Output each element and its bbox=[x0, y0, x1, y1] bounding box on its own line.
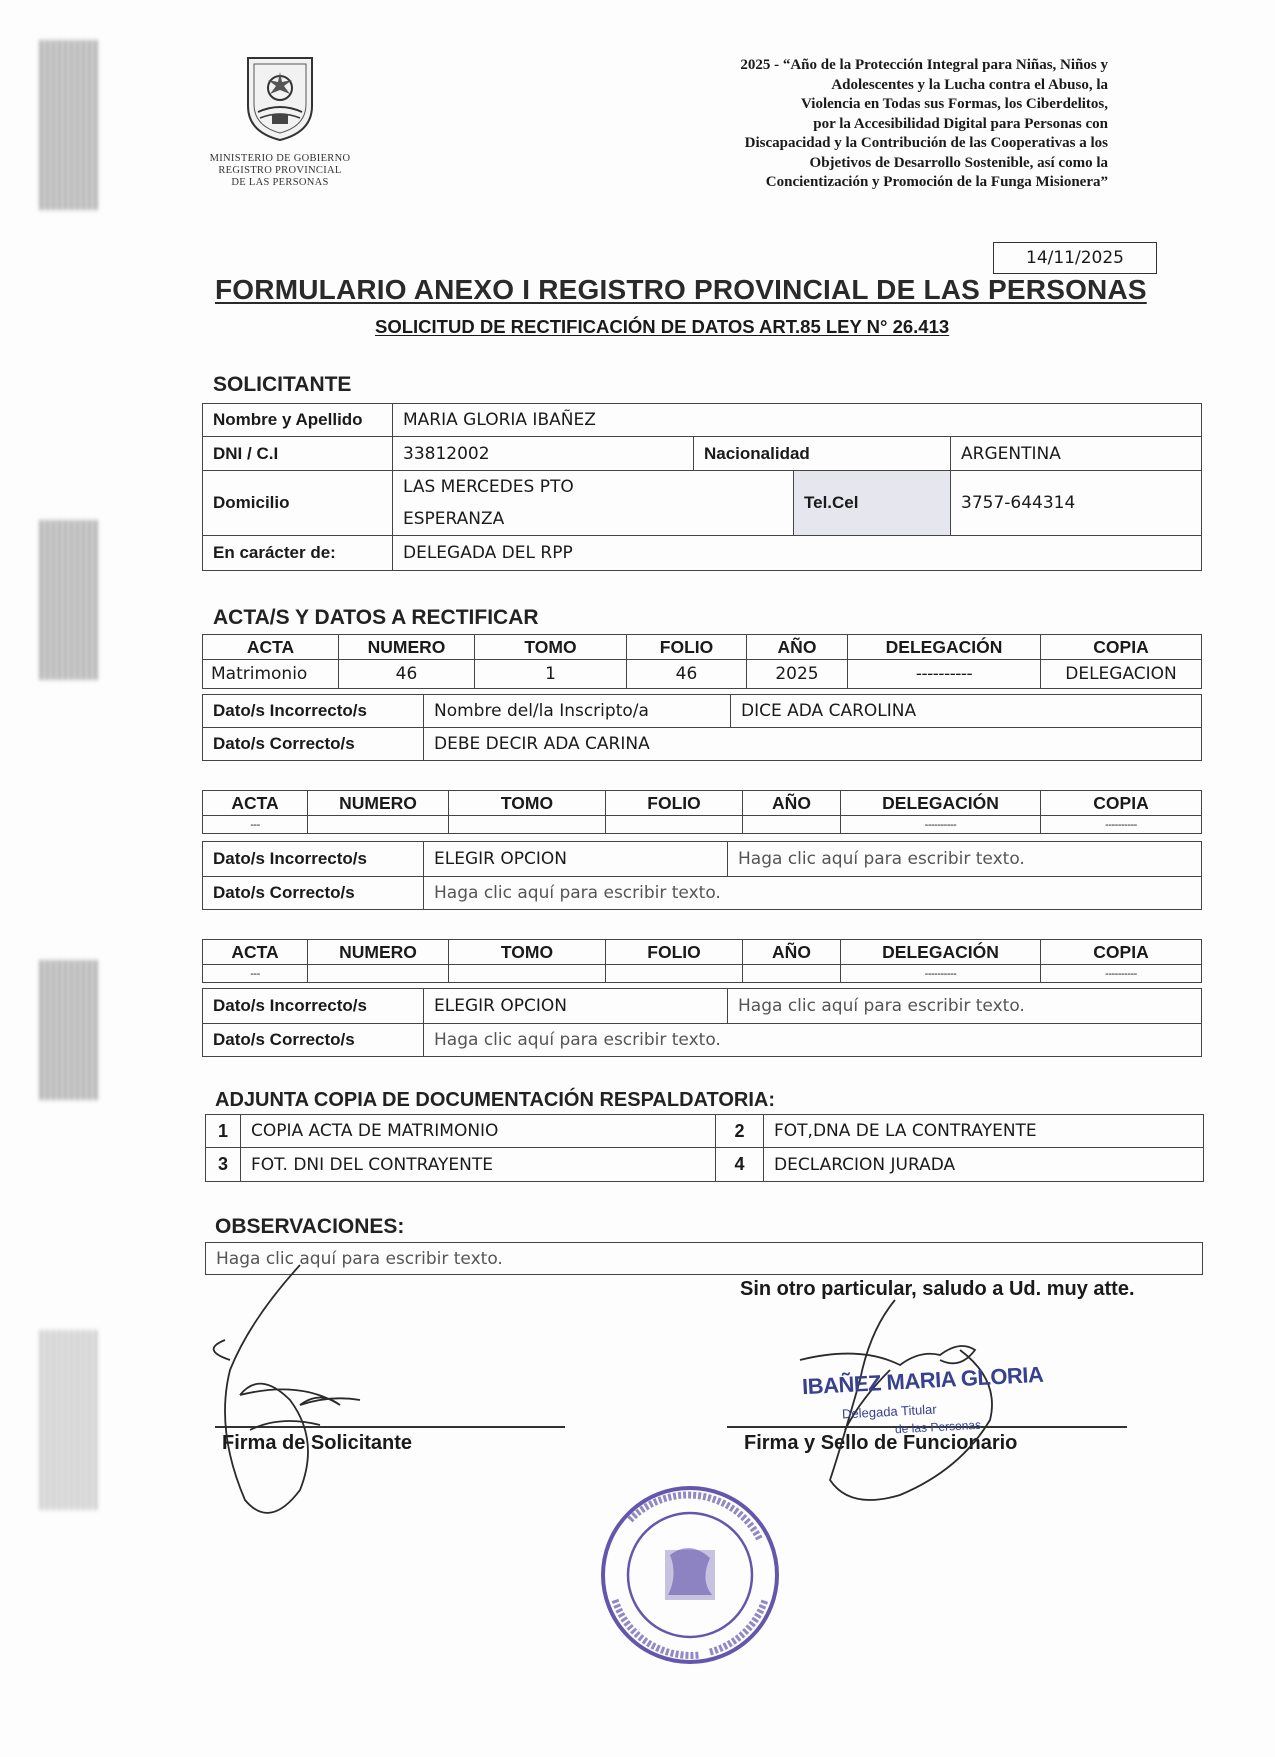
acta-numero-field[interactable]: 46 bbox=[339, 660, 475, 689]
nacionalidad-field[interactable]: ARGENTINA bbox=[951, 437, 1202, 471]
acta-datos-3 bbox=[202, 988, 1202, 1057]
doc-item-2[interactable]: FOT,DNA DE LA CONTRAYENTE bbox=[764, 1115, 1204, 1148]
col-header-tomo: TOMO bbox=[449, 940, 606, 965]
acta-anio-field[interactable] bbox=[743, 965, 841, 983]
domicilio-field[interactable] bbox=[393, 471, 794, 536]
acta-tipo-field[interactable]: --- bbox=[203, 816, 308, 834]
col-header-delegacion: DELEGACIÓN bbox=[841, 940, 1041, 965]
acta-datos-2 bbox=[202, 841, 1202, 910]
incorrecto-valor-field[interactable]: Haga clic aquí para escribir texto. bbox=[728, 842, 1202, 877]
form-title: FORMULARIO ANEXO I REGISTRO PROVINCIAL DE LAS PERSONAS bbox=[215, 274, 1147, 305]
incorrecto-label: Dato/s Incorrecto/s bbox=[203, 842, 424, 877]
acta-tomo-field[interactable]: 1 bbox=[475, 660, 627, 689]
col-header-anio: AÑO bbox=[743, 791, 841, 816]
telcel-field[interactable]: 3757-644314 bbox=[951, 471, 1202, 536]
acta-anio-field[interactable]: 2025 bbox=[747, 660, 848, 689]
col-header-numero: NUMERO bbox=[308, 940, 449, 965]
acta-numero-field[interactable] bbox=[308, 965, 449, 983]
slogan-line: por la Accesibilidad Digital para Personas con bbox=[813, 115, 1108, 132]
incorrecto-tipo-select[interactable]: ELEGIR OPCION bbox=[424, 989, 728, 1024]
observaciones-heading: OBSERVACIONES: bbox=[215, 1215, 405, 1238]
doc-number: 4 bbox=[716, 1148, 764, 1182]
acta-block-3 bbox=[202, 939, 1202, 983]
acta-copia-field[interactable]: DELEGACION bbox=[1041, 660, 1202, 689]
stamp-subtitle: de las Personas bbox=[894, 1417, 982, 1437]
observaciones-table bbox=[205, 1242, 1203, 1275]
acta-tomo-field[interactable] bbox=[449, 816, 606, 834]
telcel-label: Tel.Cel bbox=[794, 471, 951, 536]
doc-number: 1 bbox=[206, 1115, 241, 1148]
firma-funcionario-label: Firma y Sello de Funcionario bbox=[744, 1432, 1018, 1454]
ministry-line-1: MINISTERIO DE GOBIERNO bbox=[209, 153, 351, 164]
incorrecto-valor-field[interactable]: DICE ADA CAROLINA bbox=[731, 695, 1202, 728]
col-header-numero: NUMERO bbox=[308, 791, 449, 816]
adjunta-table bbox=[205, 1114, 1204, 1182]
incorrecto-tipo-select[interactable]: Nombre del/la Inscripto/a bbox=[424, 695, 731, 728]
acta-block-2 bbox=[202, 790, 1202, 834]
col-header-acta: ACTA bbox=[203, 940, 308, 965]
official-seal bbox=[603, 1488, 777, 1662]
acta-anio-field[interactable] bbox=[743, 816, 841, 834]
provincial-emblem bbox=[240, 50, 320, 142]
correcto-label: Dato/s Correcto/s bbox=[203, 728, 424, 761]
domicilio-line-1: LAS MERCEDES PTO bbox=[403, 477, 574, 497]
solicitante-heading: SOLICITANTE bbox=[213, 373, 352, 396]
scan-artifact bbox=[40, 40, 100, 210]
col-header-copia: COPIA bbox=[1041, 635, 1202, 660]
col-header-folio: FOLIO bbox=[606, 940, 743, 965]
col-header-anio: AÑO bbox=[747, 635, 848, 660]
correcto-valor-field[interactable]: DEBE DECIR ADA CARINA bbox=[424, 728, 1202, 761]
form-subtitle: SOLICITUD DE RECTIFICACIÓN DE DATOS ART.85 LEY N° 26.413 bbox=[375, 316, 950, 337]
slogan-line: Discapacidad y la Contribución de las Cooperativas a los bbox=[744, 135, 1108, 151]
acta-delegacion-field[interactable]: ---------- bbox=[841, 816, 1041, 834]
doc-item-4[interactable]: DECLARCION JURADA bbox=[764, 1148, 1204, 1182]
closing-text: Sin otro particular, saludo a Ud. muy atte. bbox=[740, 1278, 1135, 1300]
correcto-label: Dato/s Correcto/s bbox=[203, 877, 424, 910]
col-header-delegacion: DELEGACIÓN bbox=[841, 791, 1041, 816]
slogan-line: Violencia en Todas sus Formas, los Ciberdelitos, bbox=[801, 96, 1108, 112]
doc-number: 3 bbox=[206, 1148, 241, 1182]
col-header-folio: FOLIO bbox=[606, 791, 743, 816]
acta-folio-field[interactable] bbox=[606, 965, 743, 983]
nacionalidad-label: Nacionalidad bbox=[694, 437, 951, 471]
dni-label: DNI / C.I bbox=[203, 437, 393, 471]
acta-tipo-field[interactable]: Matrimonio bbox=[203, 660, 339, 689]
correcto-valor-field[interactable]: Haga clic aquí para escribir texto. bbox=[424, 877, 1202, 910]
nombre-label: Nombre y Apellido bbox=[203, 404, 393, 437]
slogan-line: Adolescentes y la Lucha contra el Abuso, la bbox=[831, 76, 1108, 93]
incorrecto-label: Dato/s Incorrecto/s bbox=[203, 695, 424, 728]
ministry-line-3: DE LAS PERSONAS bbox=[231, 177, 329, 188]
doc-item-3[interactable]: FOT. DNI DEL CONTRAYENTE bbox=[241, 1148, 716, 1182]
correcto-label: Dato/s Correcto/s bbox=[203, 1024, 424, 1057]
acta-datos-1 bbox=[202, 694, 1202, 761]
date-field[interactable]: 14/11/2025 bbox=[993, 242, 1157, 274]
col-header-tomo: TOMO bbox=[449, 791, 606, 816]
adjunta-heading: ADJUNTA COPIA DE DOCUMENTACIÓN RESPALDATORIA: bbox=[215, 1089, 775, 1111]
stamp-title: Delegada Titular bbox=[841, 1401, 937, 1422]
col-header-delegacion: DELEGACIÓN bbox=[848, 635, 1041, 660]
col-header-anio: AÑO bbox=[743, 940, 841, 965]
incorrecto-tipo-select[interactable]: ELEGIR OPCION bbox=[424, 842, 728, 877]
firma-solicitante-label: Firma de Solicitante bbox=[222, 1432, 413, 1454]
domicilio-line-2: ESPERANZA bbox=[403, 509, 505, 529]
col-header-folio: FOLIO bbox=[627, 635, 747, 660]
acta-delegacion-field[interactable]: ---------- bbox=[841, 965, 1041, 983]
domicilio-label: Domicilio bbox=[203, 471, 393, 536]
signature-funcionario bbox=[800, 1300, 992, 1500]
caracter-label: En carácter de: bbox=[203, 536, 393, 571]
correcto-valor-field[interactable]: Haga clic aquí para escribir texto. bbox=[424, 1024, 1202, 1057]
col-header-acta: ACTA bbox=[203, 791, 308, 816]
acta-block-1 bbox=[202, 634, 1202, 689]
incorrecto-valor-field[interactable]: Haga clic aquí para escribir texto. bbox=[728, 989, 1202, 1024]
caracter-field[interactable]: DELEGADA DEL RPP bbox=[393, 536, 1202, 571]
col-header-numero: NUMERO bbox=[339, 635, 475, 660]
slogan-line: 2025 - “Año de la Protección Integral para Niñas, Niños y bbox=[740, 57, 1108, 73]
incorrecto-label: Dato/s Incorrecto/s bbox=[203, 989, 424, 1024]
acta-copia-field[interactable]: ---------- bbox=[1041, 816, 1202, 834]
acta-folio-field[interactable]: 46 bbox=[627, 660, 747, 689]
doc-number: 2 bbox=[716, 1115, 764, 1148]
actas-heading: ACTA/S Y DATOS A RECTIFICAR bbox=[213, 606, 539, 629]
slogan-line: Concientización y Promoción de la Funga Misionera” bbox=[765, 174, 1108, 190]
acta-copia-field[interactable]: ---------- bbox=[1041, 965, 1202, 983]
signature-solicitante bbox=[214, 1265, 360, 1513]
nombre-field[interactable]: MARIA GLORIA IBAÑEZ bbox=[393, 404, 1202, 437]
acta-delegacion-field[interactable]: ---------- bbox=[848, 660, 1041, 689]
scan-artifact bbox=[40, 960, 100, 1100]
doc-item-1[interactable]: COPIA ACTA DE MATRIMONIO bbox=[241, 1115, 716, 1148]
col-header-tomo: TOMO bbox=[475, 635, 627, 660]
dni-field[interactable]: 33812002 bbox=[393, 437, 694, 471]
acta-tipo-field[interactable]: --- bbox=[203, 965, 308, 983]
solicitante-table bbox=[202, 403, 1202, 571]
observaciones-field[interactable]: Haga clic aquí para escribir texto. bbox=[206, 1243, 1203, 1275]
slogan-line: Objetivos de Desarrollo Sostenible, así como la bbox=[809, 154, 1108, 171]
scan-artifact bbox=[40, 1330, 100, 1510]
ministry-logo-block bbox=[180, 50, 380, 189]
solicitante-signature-line bbox=[215, 1426, 565, 1428]
acta-numero-field[interactable] bbox=[308, 816, 449, 834]
acta-folio-field[interactable] bbox=[606, 816, 743, 834]
scan-artifact bbox=[40, 520, 100, 680]
col-header-copia: COPIA bbox=[1041, 791, 1202, 816]
year-slogan bbox=[540, 56, 1108, 193]
col-header-acta: ACTA bbox=[203, 635, 339, 660]
stamp-name: IBAÑEZ MARIA GLORIA bbox=[801, 1361, 1044, 1400]
col-header-copia: COPIA bbox=[1041, 940, 1202, 965]
ministry-line-2: REGISTRO PROVINCIAL bbox=[218, 165, 342, 176]
acta-tomo-field[interactable] bbox=[449, 965, 606, 983]
